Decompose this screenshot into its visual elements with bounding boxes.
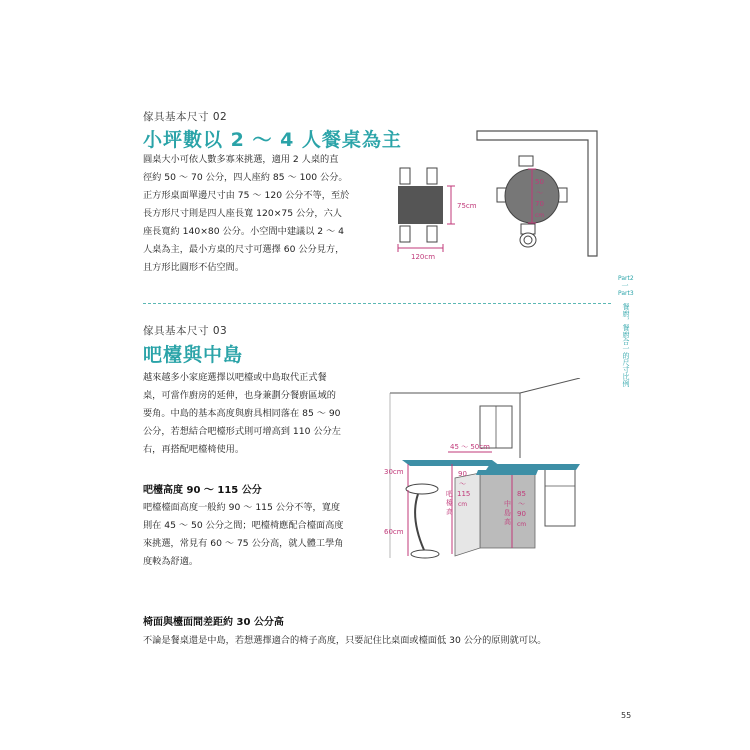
chair	[427, 168, 437, 184]
ceiling-corner	[520, 378, 580, 393]
round-label-unit: cm	[535, 212, 545, 219]
bar-label-top: 90	[458, 470, 467, 478]
section1-line: 徑約 50 ～ 70 公分，四人座約 85 ～ 100 公分。	[143, 172, 348, 183]
section1-body	[143, 151, 388, 277]
round-label-mid: ～	[536, 189, 543, 197]
sidebar-part-a: Part2	[618, 275, 634, 282]
bar-stool-leg	[415, 494, 424, 550]
island-label-top: 85	[517, 490, 526, 498]
bar-height-line: 來挑選，常見有 60 ～ 75 公分高，就人體工學角	[143, 538, 344, 549]
section1-line: 座長寬約 140×80 公分。小空間中建議以 2 ～ 4	[143, 226, 345, 237]
bar-width-label: 45 ～ 50cm	[450, 443, 490, 451]
sidebar-part-b: Part3	[618, 290, 634, 297]
island-label-unit: cm	[517, 521, 527, 528]
page-number: 55	[621, 711, 632, 720]
sidebar-chapter-text: 餐廚，餐廚合一的尺寸比例	[622, 303, 630, 387]
chapter-sidebar	[618, 275, 632, 297]
gap-label: 30cm	[384, 468, 404, 476]
island-label-mid: ～	[518, 500, 525, 508]
section2-line: 右，再搭配吧檯椅使用。	[143, 444, 245, 455]
bar-height-line: 則在 45 ～ 50 公分之間；吧檯椅應配合檯面高度	[143, 520, 344, 531]
island-vertical-char: 高	[504, 518, 511, 526]
dining-table-diagram	[385, 130, 610, 265]
section-divider	[143, 303, 611, 304]
bar-label-unit: cm	[458, 501, 468, 508]
chair	[400, 226, 410, 242]
sidebar-dash: 一	[621, 282, 629, 290]
section2-line: 桌，可當作廚房的延伸，也身兼劃分餐廚區域的	[143, 390, 336, 401]
section1-line: 人桌為主，最小方桌的尺寸可選擇 60 公分見方，	[143, 244, 345, 255]
bar-height-line: 度較為舒適。	[143, 556, 199, 567]
back-cabinet	[545, 466, 575, 526]
stool-label: 60cm	[384, 528, 404, 536]
section1-line: 圓桌大小可依人數多寡來挑選，適用 2 人桌的直	[143, 154, 339, 165]
round-label-top: 50	[535, 178, 544, 186]
section3-title: 椅面與檯面間差距約 30 公分高	[143, 617, 284, 628]
section2-line: 要角。中島的基本高度與廚具相同落在 85 ～ 90	[143, 408, 341, 419]
section1-title: 小坪數以 2 ～ 4 人餐桌為主	[143, 129, 402, 151]
section2-title: 吧檯與中島	[143, 344, 244, 366]
island-vertical-char: 島	[504, 509, 511, 517]
bar-stool-seat	[406, 484, 438, 494]
section2-line: 越來越多小家庭選擇以吧檯或中島取代正式餐	[143, 372, 327, 383]
rect-depth-label: 75cm	[457, 202, 477, 210]
rect-width-label: 120cm	[411, 253, 436, 261]
round-label-bot: 70	[535, 200, 544, 208]
back-countertop	[486, 464, 580, 470]
bar-vertical-char: 吧	[446, 490, 453, 498]
island-label-bot: 90	[517, 510, 526, 518]
bar-label-bot: 115	[457, 490, 471, 498]
person-head	[524, 236, 532, 244]
section2-body	[143, 369, 388, 459]
bar-height-body	[143, 499, 388, 571]
chair	[427, 226, 437, 242]
bar-height-heading: 吧檯高度 90 ～ 115 公分	[143, 485, 262, 496]
section2-line: 公分，若想結合吧檯形式則可增高到 110 公分左	[143, 426, 341, 437]
bar-vertical-char: 檯	[446, 499, 453, 507]
bar-stool-base	[411, 550, 439, 558]
section1-kicker: 傢具基本尺寸 02	[143, 111, 228, 123]
bar-label-mid: ～	[459, 480, 466, 488]
island-countertop	[476, 470, 538, 475]
chair	[400, 168, 410, 184]
section3-text: 不論是餐桌還是中島，若想選擇適合的椅子高度，只要記住比桌面或檯面低 30 公分的原則就可以。	[143, 635, 547, 646]
island-vertical-char: 中	[504, 500, 511, 508]
section1-line: 正方形桌面單邊尺寸由 75 ～ 120 公分不等，至於	[143, 190, 350, 201]
rect-table	[398, 186, 443, 224]
bar-island-diagram	[380, 378, 600, 578]
section1-line: 長方形尺寸則是四人座長寬 120×75 公分，六人	[143, 208, 342, 219]
section1-line: 且方形比圓形不佔空間。	[143, 262, 245, 273]
section2-kicker: 傢具基本尺寸 03	[143, 325, 228, 337]
bar-countertop	[402, 460, 500, 466]
rect-table-group	[398, 168, 443, 242]
bar-vertical-char: 高	[446, 508, 453, 516]
chair	[519, 156, 533, 166]
bar-height-line: 吧檯檯面高度一般約 90 ～ 115 公分不等，寬度	[143, 502, 341, 513]
